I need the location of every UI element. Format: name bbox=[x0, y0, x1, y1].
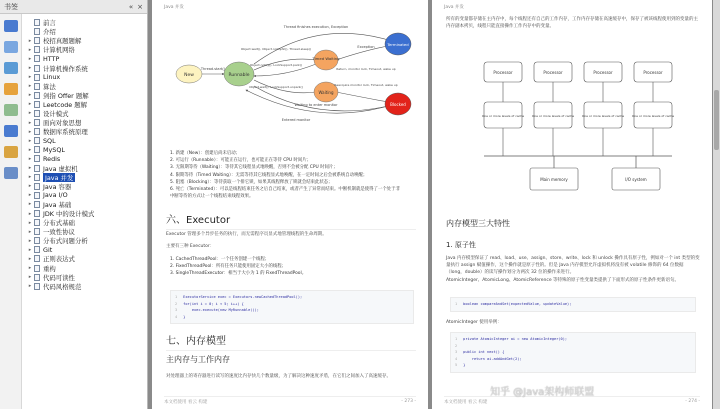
document-icon bbox=[34, 137, 40, 144]
bookmark-item-label: 前言 bbox=[43, 19, 56, 28]
code-text: for(int i = 0; i < 5; i++) { bbox=[183, 301, 244, 306]
expand-toggle-icon[interactable]: ▸ bbox=[28, 237, 32, 244]
bookmark-item-label: 分布式基础 bbox=[43, 219, 75, 228]
expand-toggle-icon[interactable]: ▸ bbox=[28, 83, 32, 90]
layers-tool-icon[interactable] bbox=[4, 62, 18, 74]
executor-intro: Executor 管理多个异步任务的执行，而无需程序员显式地管理线程的生命周期。 bbox=[166, 232, 327, 237]
bookmark-item-label: Java I/O bbox=[43, 191, 68, 200]
edge-label-exception: Exception bbox=[357, 45, 375, 49]
bookmark-item[interactable] bbox=[26, 254, 146, 263]
sidebar-header bbox=[0, 0, 147, 14]
expand-toggle-icon[interactable]: ▸ bbox=[28, 165, 32, 172]
document-icon bbox=[34, 119, 40, 126]
bookmark-item-label: 数据库系统原理 bbox=[43, 128, 88, 137]
code-line-number: 4 bbox=[175, 314, 178, 319]
state-new-label: New bbox=[184, 73, 194, 78]
bookmark-item-label: 介绍 bbox=[43, 28, 56, 37]
close-sidebar-button[interactable]: × bbox=[137, 2, 143, 11]
bookmark-item[interactable] bbox=[26, 191, 146, 200]
search-tool-icon[interactable] bbox=[4, 125, 18, 137]
edge-label-sleep: Object.wait(), Object.notifyAll(), Thread.sleep() bbox=[240, 47, 312, 51]
thread-state-item: 3. 无限期等待（Waiting）：等待其它线程显式地唤醒，否则不会被分配 CPU 时间片； bbox=[170, 165, 338, 171]
page-header: Java 并发 bbox=[444, 5, 464, 10]
document-icon bbox=[34, 37, 40, 44]
memory-architecture-diagram bbox=[472, 52, 692, 202]
code-line-number: 1 bbox=[175, 295, 178, 299]
bookmark-item-label: Java 容器 bbox=[43, 182, 72, 191]
expand-toggle-icon[interactable]: ▸ bbox=[28, 246, 32, 253]
bookmark-item[interactable] bbox=[26, 173, 146, 182]
state-blocked-label: Blocked bbox=[390, 102, 406, 107]
code-line-number: 1 bbox=[455, 337, 458, 341]
bookmark-item-label: Linux bbox=[43, 73, 61, 82]
code-line bbox=[455, 362, 691, 369]
cache-label: One or more levels of cache bbox=[631, 114, 675, 118]
edge-label-timeout: Return, monitor lock, Timeout, wake up bbox=[336, 67, 396, 71]
document-icon bbox=[34, 101, 40, 108]
edge-label-entered-monitor: Entered monitor bbox=[281, 118, 311, 122]
code-text: boolean compareAndSet(expectedValue, updateValue); bbox=[463, 302, 572, 306]
scrollbar-thumb[interactable] bbox=[714, 90, 719, 150]
main-memory-label: Main memory bbox=[540, 177, 568, 182]
expand-toggle-icon[interactable]: ▸ bbox=[28, 128, 32, 135]
expand-toggle-icon[interactable]: ▸ bbox=[28, 192, 32, 199]
code-line-number: 2 bbox=[175, 301, 178, 306]
pdf-page-left bbox=[152, 0, 428, 409]
bookmark-item[interactable] bbox=[26, 164, 146, 173]
code-line-number: 4 bbox=[455, 356, 458, 361]
bookmark-item[interactable] bbox=[26, 282, 146, 291]
bookmark-item[interactable] bbox=[26, 273, 146, 282]
bookmark-item[interactable] bbox=[26, 236, 146, 245]
expand-toggle-icon[interactable]: ▸ bbox=[28, 92, 32, 99]
thread-state-item: 5. 阻塞（Blocking）：等待获取一个排它锁，如果其线程释放了锁就会结束此状态； bbox=[170, 179, 333, 185]
state-timed-waiting-label: Timed Waiting bbox=[312, 56, 340, 61]
sidebar-toolbar bbox=[0, 14, 22, 409]
edge-label-top: Thread finishes execution, Exception bbox=[283, 25, 349, 29]
expand-toggle-icon[interactable]: ▸ bbox=[28, 201, 32, 208]
expand-toggle-icon[interactable]: ▸ bbox=[28, 46, 32, 53]
bookmark-tree bbox=[26, 18, 146, 291]
executor-type-item: 2. FixedThreadPool：所有任务只能使用固定大小的线程； bbox=[170, 264, 287, 270]
thread-state-item: 1. 新建（New）：创建后尚未启动； bbox=[170, 151, 241, 156]
main-memory-heading: 主内存与工作内存 bbox=[166, 355, 230, 364]
expand-toggle-icon[interactable]: ▸ bbox=[28, 274, 32, 281]
cache-label: One or more levels of cache bbox=[581, 114, 625, 118]
document-icon bbox=[34, 83, 40, 90]
document-icon bbox=[34, 237, 40, 244]
atomic-example-title: AtomicInteger 使用举例： bbox=[446, 320, 502, 325]
document-icon bbox=[34, 165, 40, 172]
atomicity-heading: 1. 原子性 bbox=[446, 241, 476, 249]
code-line-number: 1 bbox=[455, 302, 458, 306]
bookmark-item[interactable] bbox=[26, 45, 146, 54]
expand-toggle-icon[interactable]: ▸ bbox=[28, 210, 32, 217]
expand-toggle-icon[interactable]: ▸ bbox=[28, 137, 32, 144]
document-icon bbox=[34, 110, 40, 117]
atomic-example-code-block bbox=[450, 332, 696, 373]
bookmark-item[interactable] bbox=[26, 36, 146, 45]
bookmark-item-label: 正则表达式 bbox=[43, 255, 75, 264]
bookmark-item[interactable] bbox=[26, 182, 146, 191]
code-text: private AtomicInteger ai = new AtomicInteger(0); bbox=[463, 337, 568, 341]
expand-toggle-icon[interactable]: ▸ bbox=[28, 228, 32, 235]
bookmark-item[interactable] bbox=[26, 227, 146, 236]
bookmark-item[interactable] bbox=[26, 54, 146, 63]
processor-label: Processor bbox=[593, 70, 613, 75]
bookmark-item-label: 代码可读性 bbox=[43, 273, 75, 282]
bookmark-item-label: 计算机网络 bbox=[43, 46, 75, 55]
bookmark-item[interactable] bbox=[26, 245, 146, 254]
state-terminated-label: Terminated bbox=[387, 42, 409, 47]
code-line-number: 3 bbox=[175, 308, 178, 312]
expand-toggle-icon[interactable]: ▸ bbox=[28, 110, 32, 117]
vertical-scrollbar[interactable] bbox=[713, 0, 720, 409]
executor-code-block bbox=[170, 290, 414, 324]
thread-states-list bbox=[170, 150, 420, 200]
bookmark-item[interactable] bbox=[26, 100, 146, 109]
bookmark-item-label: Redis bbox=[43, 154, 61, 163]
document-icon bbox=[34, 128, 40, 135]
bookmark-item[interactable] bbox=[26, 209, 146, 218]
state-runnable-label: Runnable bbox=[228, 73, 250, 78]
expand-toggle-icon[interactable]: ▸ bbox=[28, 174, 32, 181]
sidebar-title: 书签 bbox=[4, 2, 18, 11]
code-text: public int next() { bbox=[463, 350, 505, 354]
bookmark-item[interactable] bbox=[26, 264, 146, 273]
bookmark-item-label: 设计模式 bbox=[43, 109, 69, 118]
bookmark-item-label: 代码风格规范 bbox=[43, 282, 82, 291]
thumbnail-tool-icon[interactable] bbox=[4, 41, 18, 53]
document-icon bbox=[34, 228, 40, 235]
processor-label: Processor bbox=[543, 70, 563, 75]
bookmark-item-label: 校招真题题解 bbox=[43, 37, 82, 46]
document-icon bbox=[34, 255, 40, 262]
bookmark-item-label: 面向对象思想 bbox=[43, 119, 82, 128]
collapse-sidebar-button[interactable]: « bbox=[128, 2, 134, 11]
code-line-number: 3 bbox=[455, 350, 458, 354]
expand-toggle-icon[interactable]: ▸ bbox=[28, 283, 32, 290]
bookmark-item-label: HTTP bbox=[43, 54, 60, 63]
expand-toggle-icon[interactable]: ▸ bbox=[28, 255, 32, 262]
edge-label-notify: Object.notify(), LockSupport.park() bbox=[249, 63, 303, 67]
bookmark-item[interactable] bbox=[26, 145, 146, 154]
atomic-classes-text: AtomicInteger、AtomicLong、AtomicReference 等特殊的原子性变量类提供了下面形式的原子性条件更新语句。 bbox=[446, 278, 680, 283]
document-icon bbox=[34, 265, 40, 272]
document-icon bbox=[34, 55, 40, 62]
document-icon bbox=[34, 283, 40, 290]
bookmark-item-label: 算法 bbox=[43, 82, 56, 91]
bookmark-item-label: MySQL bbox=[43, 145, 65, 154]
document-icon bbox=[34, 210, 40, 217]
bookmark-item-label: Java 基础 bbox=[43, 200, 72, 209]
processor-label: Processor bbox=[493, 70, 513, 75]
cas-code-block bbox=[450, 297, 696, 312]
expand-toggle-icon[interactable]: ▸ bbox=[28, 74, 32, 81]
bookmark-item[interactable] bbox=[26, 154, 146, 163]
document-icon bbox=[34, 183, 40, 190]
thread-state-diagram bbox=[166, 14, 416, 124]
atomicity-text: Java 内存模型保证了 read、load、use、assign、store、write、lock 和 unlock 操作具有原子性，例如对一个 int 类型的变量执行 assign 赋值操作，这个操作就是原子性的。但是 Java 内存模型允许虚拟机将没有被 volatile 修饰的 64 位数据（long，double）的读写操作划分为两次 32 位的操作来进行。 bbox=[446, 256, 700, 275]
bookmark-item-label: 重构 bbox=[43, 264, 56, 273]
code-text: return ai.addAndGet(2); bbox=[463, 356, 522, 361]
bookmark-item[interactable] bbox=[26, 200, 146, 209]
edge-label-thread-start: Thread.start() bbox=[200, 67, 226, 71]
section-executor-heading: 六、Executor bbox=[166, 211, 416, 230]
executor-types-list bbox=[170, 256, 418, 278]
document-icon bbox=[34, 155, 40, 162]
bookmark-item[interactable] bbox=[26, 18, 146, 27]
footer-page-number: - 274 - bbox=[685, 399, 700, 404]
io-system-label: I/O system bbox=[625, 177, 647, 182]
document-icon bbox=[34, 92, 40, 99]
bookmark-item[interactable] bbox=[26, 91, 146, 100]
executor-type-item: 1. CachedThreadPool：一个任务创建一个线程； bbox=[170, 257, 270, 262]
bookmark-item-label: JDK 中的设计模式 bbox=[43, 210, 95, 219]
code-text: exec.execute(new MyRunnable()); bbox=[183, 308, 259, 312]
page-header: Java 并发 bbox=[164, 5, 184, 10]
memory-intro: 对处理器上的寄存器进行读写的速度比内存快几个数量级，为了解决这种速度矛盾，在它们之间加入了高速缓存。 bbox=[166, 374, 391, 379]
document-icon bbox=[34, 192, 40, 199]
bookmark-item-label: Java 虚拟机 bbox=[43, 164, 78, 173]
bookmark-item-label: 计算机操作系统 bbox=[43, 64, 88, 73]
code-text: } bbox=[463, 363, 466, 367]
bookmark-tool-icon[interactable] bbox=[4, 20, 18, 32]
document-icon bbox=[34, 28, 40, 35]
expand-toggle-icon[interactable]: ▸ bbox=[28, 155, 32, 162]
page-footer-left bbox=[164, 396, 416, 405]
pdf-page-right bbox=[432, 0, 712, 409]
bookmark-item[interactable] bbox=[26, 27, 146, 36]
code-line bbox=[175, 314, 409, 321]
expand-toggle-icon[interactable]: ▸ bbox=[28, 101, 32, 108]
expand-toggle-icon[interactable]: ▸ bbox=[28, 55, 32, 62]
section-memory-heading: 七、内存模型 bbox=[166, 332, 416, 351]
thread-state-item: 4. 限期等待（Timed Waiting）：无需等待其它线程显式地唤醒，在一定时间之后会被系统自动唤醒； bbox=[170, 172, 368, 178]
edge-label-reacquire: Reacquire monitor lock, Timeout, wake up bbox=[334, 83, 398, 87]
expand-toggle-icon[interactable]: ▸ bbox=[28, 37, 32, 44]
document-icon bbox=[34, 274, 40, 281]
expand-toggle-icon[interactable]: ▸ bbox=[28, 146, 32, 153]
code-text: } bbox=[183, 314, 186, 319]
comment-tool-icon[interactable] bbox=[4, 146, 18, 158]
bookmark-item-label: SQL bbox=[43, 136, 56, 145]
edge-label-waiting-monitor: Waiting to enter monitor bbox=[294, 103, 338, 107]
footer-source: 本文档使用 看云 构建 bbox=[164, 400, 208, 405]
expand-toggle-icon[interactable]: ▸ bbox=[28, 119, 32, 126]
document-icon bbox=[34, 146, 40, 153]
expand-toggle-icon[interactable]: ▸ bbox=[28, 219, 32, 226]
attachment-tool-icon[interactable] bbox=[4, 83, 18, 95]
memory-model-features-heading: 内存模型三大特性 bbox=[446, 219, 510, 228]
document-icon bbox=[34, 246, 40, 253]
bookmark-item[interactable] bbox=[26, 63, 146, 72]
bookmark-item-label: 分布式问题分析 bbox=[43, 237, 88, 246]
bookmark-item-label: Git bbox=[43, 245, 53, 254]
bookmark-item-label: 一致性协议 bbox=[43, 228, 75, 237]
link-tool-icon[interactable] bbox=[4, 167, 18, 179]
thread-state-item: 2. 可运行（Runnable）：可能正在运行，也可能正在等待 CPU 时间片； bbox=[170, 158, 312, 164]
document-icon bbox=[34, 46, 40, 53]
bookmark-item[interactable] bbox=[26, 218, 146, 227]
bookmark-item-label: Java 并发 bbox=[45, 173, 74, 182]
signature-tool-icon[interactable] bbox=[4, 104, 18, 116]
document-icon bbox=[34, 74, 40, 81]
document-icon bbox=[34, 65, 40, 72]
thread-state-item: 6. 死亡（Terminated）：可以是线程结束任务之后自己结束，或者产生了异常而结束。中断机制就是使得了一个处于非 bbox=[170, 187, 400, 193]
expand-toggle-icon[interactable]: ▸ bbox=[28, 183, 32, 190]
thread-state-item: 中断等待的方式让一个线程结束线程效果。 bbox=[170, 194, 254, 200]
code-line-number: 5 bbox=[455, 363, 458, 367]
executor-type-item: 3. SingleThreadExecutor：相当于大小为 1 的 FixedThreadPool。 bbox=[170, 271, 307, 277]
code-line-number: 2 bbox=[455, 343, 458, 348]
code-line bbox=[455, 301, 691, 308]
document-icon bbox=[34, 201, 40, 208]
processor-label: Processor bbox=[643, 70, 663, 75]
cache-label: One or more levels of cache bbox=[531, 114, 575, 118]
expand-toggle-icon[interactable]: ▸ bbox=[28, 65, 32, 72]
cache-label: One or more levels of cache bbox=[481, 114, 525, 118]
memory-intro-right: 所有的变量都存储在主内存中，每个线程还有自己的工作内存，工作内存存储在高速缓存中，保存了被该线程使用到的变量的主内存副本拷贝，线程只能直接操作工作内存中的变量。 bbox=[446, 17, 698, 29]
footer-page-number: - 273 - bbox=[401, 399, 416, 404]
bookmark-item[interactable] bbox=[26, 73, 146, 82]
bookmark-item[interactable] bbox=[26, 109, 146, 118]
document-icon bbox=[34, 219, 40, 226]
bookmark-item-label: 剑指 Offer 题解 bbox=[43, 91, 89, 100]
code-text: ExecutorService exec = Executors.newCachedThreadPool(); bbox=[183, 295, 303, 299]
document-icon bbox=[34, 19, 40, 26]
bookmark-item[interactable] bbox=[26, 127, 146, 136]
bookmark-item[interactable] bbox=[26, 82, 146, 91]
bookmark-item-label: Leetcode 题解 bbox=[43, 100, 88, 109]
bookmark-sidebar bbox=[0, 0, 148, 409]
bookmark-item[interactable] bbox=[26, 118, 146, 127]
edge-label-wait: Object.wait(), LockSupport.unpark() bbox=[249, 85, 303, 89]
bookmark-item[interactable] bbox=[26, 136, 146, 145]
state-waiting-label: Waiting bbox=[318, 90, 334, 95]
expand-toggle-icon[interactable]: ▸ bbox=[28, 265, 32, 272]
watermark-text: 知乎 @Java架构师联盟 bbox=[490, 387, 595, 398]
executor-types-title: 主要有三种 Executor： bbox=[166, 244, 215, 249]
footer-source: 本文档使用 看云 构建 bbox=[444, 400, 488, 405]
document-icon bbox=[34, 174, 40, 181]
